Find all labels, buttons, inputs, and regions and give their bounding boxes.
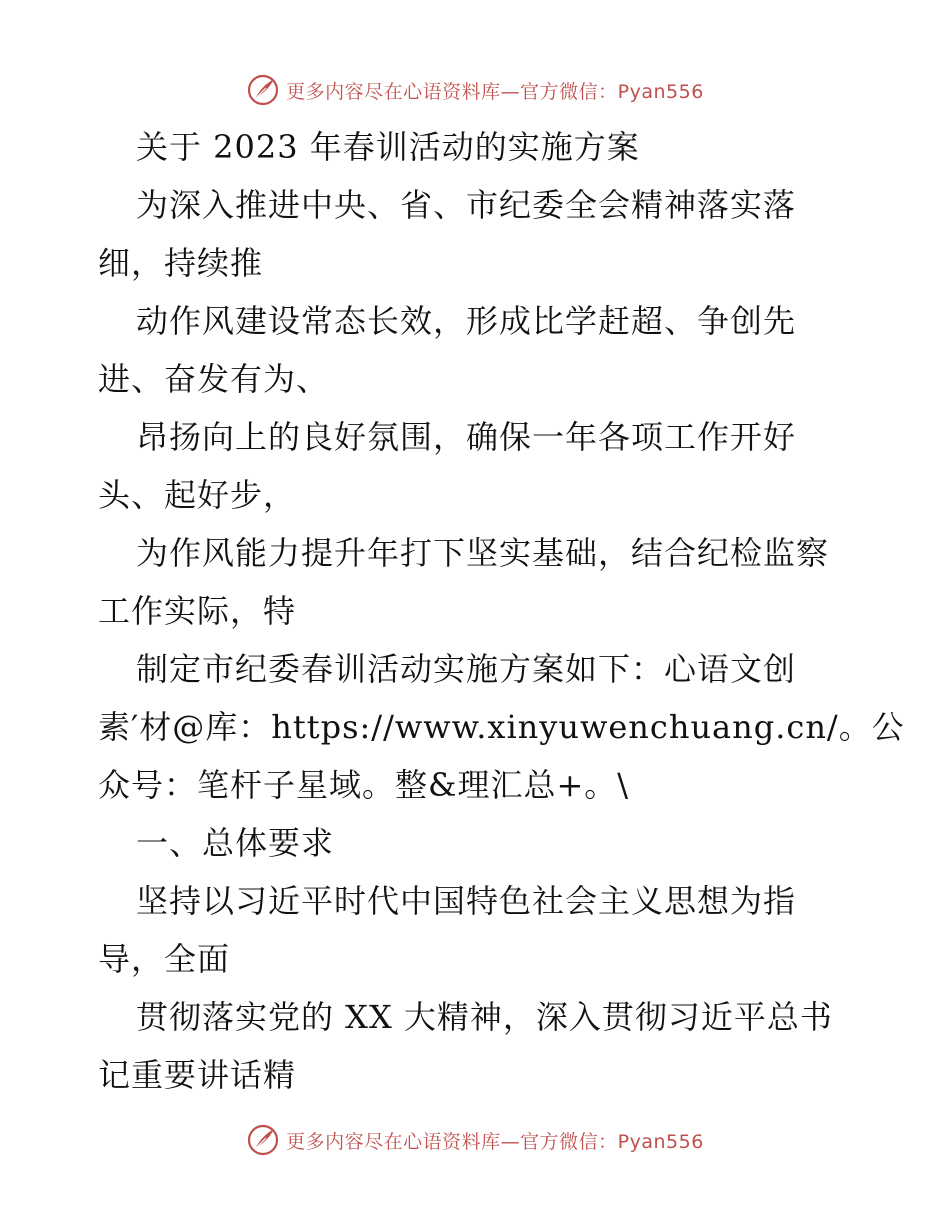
text-line: 一、总体要求 <box>136 824 335 862</box>
text-line: 为作风能力提升年打下坚实基础，结合纪检监察 <box>136 534 830 572</box>
text-line: 进、奋发有为、 <box>98 360 330 398</box>
banner-text: 更多内容尽在心语资料库—官方微信：Pyan556 <box>286 80 704 103</box>
text-line: 动作风建设常态长效，形成比学赶超、争创先 <box>136 302 797 340</box>
text-line: 头、起好步， <box>98 476 297 514</box>
text-line: 制定市纪委春训活动实施方案如下：心语文创 <box>136 650 797 688</box>
text-line: 贯彻落实党的 XX 大精神，深入贯彻习近平总书 <box>136 998 833 1036</box>
text-line: 细，持续推 <box>98 244 264 282</box>
text-line: 导，全面 <box>98 940 231 978</box>
header-banner <box>0 70 950 110</box>
footer-banner <box>0 1120 950 1160</box>
banner-text: 更多内容尽在心语资料库—官方微信：Pyan556 <box>286 1130 704 1153</box>
text-line: 关于 2023 年春训活动的实施方案 <box>136 128 640 166</box>
text-line: 坚持以习近平时代中国特色社会主义思想为指 <box>136 882 797 920</box>
text-line: 众号：笔杆子星域。整&理汇总+。\ <box>98 766 630 804</box>
text-line: 工作实际，特 <box>98 592 297 630</box>
text-line: 素′材@库：https://www.xinyuwenchuang.cn/。公 <box>98 708 905 746</box>
document-body <box>98 118 905 1104</box>
text-line: 记重要讲话精 <box>98 1056 297 1094</box>
text-line: 昂扬向上的良好氛围，确保一年各项工作开好 <box>136 418 797 456</box>
feather-pen-logo-icon <box>246 1123 280 1157</box>
text-line: 为深入推进中央、省、市纪委全会精神落实落 <box>136 186 797 224</box>
feather-pen-logo-icon <box>246 73 280 107</box>
